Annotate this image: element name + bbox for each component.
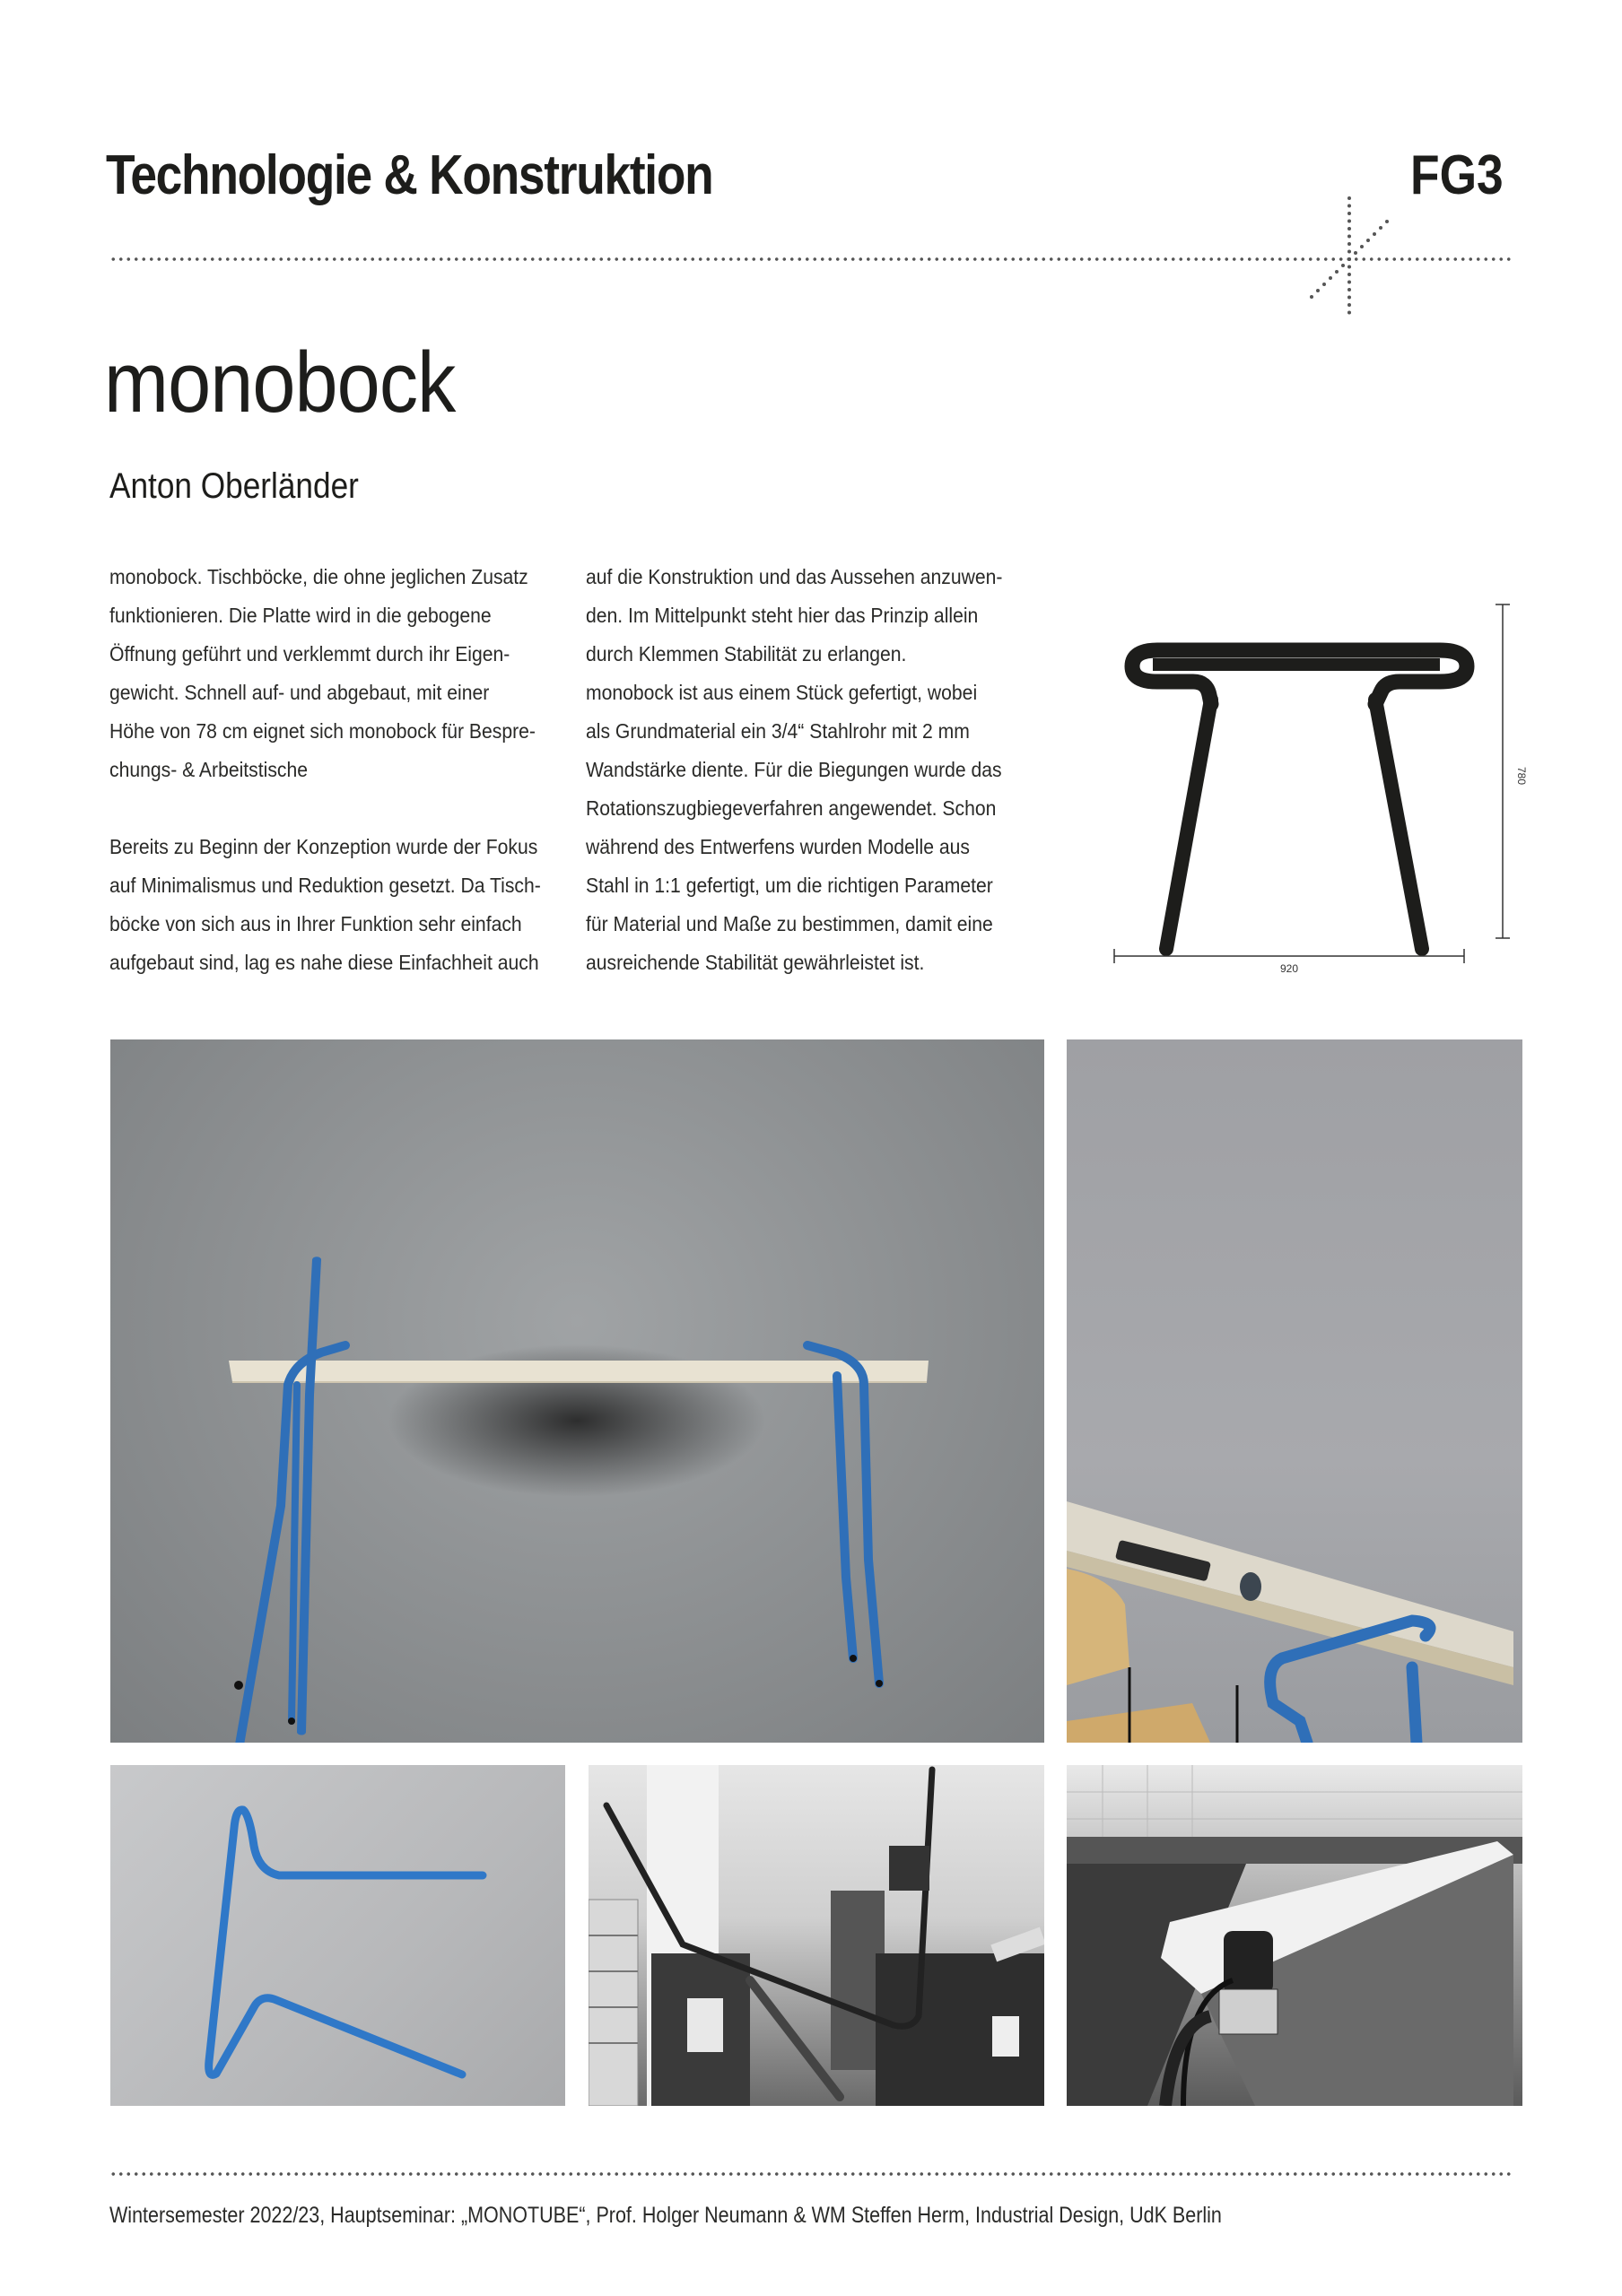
dotted-cross-vertical	[1347, 196, 1351, 315]
text-line: Wandstärke diente. Für die Biegungen wurde das	[586, 758, 1002, 781]
text-line: ausreichende Stabilität gewährleistet ist.	[586, 951, 925, 974]
dot	[1347, 281, 1351, 284]
text-line: für Material und Maße zu bestimmen, damit eine	[586, 912, 993, 935]
body-text-column-2	[586, 558, 1002, 982]
dot	[1347, 227, 1351, 230]
footer-credits: Wintersemester 2022/23, Hauptseminar: „MONOTUBE“, Prof. Holger Neumann & WM Steffen Herm, Industrial Design, UdK Berlin	[109, 2203, 1222, 2228]
section-code: FG3	[1410, 144, 1504, 206]
dot	[1347, 220, 1351, 223]
text-line: Stahl in 1:1 gefertigt, um die richtigen Parameter	[586, 874, 993, 897]
blue-bent-tube	[209, 1810, 483, 2075]
text-line: während des Entwerfens wurden Modelle aus	[586, 835, 970, 858]
table-detail-photo	[1067, 1039, 1522, 1743]
tabletop-plate	[1153, 658, 1440, 671]
table-side-view-drawing	[1132, 650, 1467, 949]
text-line: monobock ist aus einem Stück gefertigt, wobei	[586, 681, 978, 704]
text-line: gewicht. Schnell auf- und abgebaut, mit einer	[109, 681, 490, 704]
chair	[1067, 1569, 1129, 1685]
text-line: chungs- & Arbeitstische	[109, 758, 309, 781]
dot	[1347, 242, 1351, 246]
dot	[1347, 204, 1351, 208]
text-line: auf die Konstruktion und das Aussehen anzuwen-	[586, 565, 1003, 588]
right-leg	[1375, 700, 1422, 949]
dot	[1347, 303, 1351, 307]
dot	[1347, 257, 1351, 261]
width-dimension-label: 920	[1279, 962, 1299, 975]
dot	[1310, 295, 1313, 299]
dot	[1366, 239, 1370, 242]
dot	[1360, 245, 1364, 248]
mouse	[1240, 1572, 1261, 1601]
height-dimension-label: 780	[1515, 766, 1528, 786]
text-line: funktionieren. Die Platte wird in die gebogene	[109, 604, 492, 627]
text-line: aufgebaut sind, lag es nahe diese Einfachheit auch	[109, 951, 539, 974]
router-workshop-photo	[1067, 1765, 1522, 2106]
text-line: Öffnung geführt und verklemmt durch ihr Eigen-	[109, 642, 510, 665]
blue-trestles	[239, 1260, 879, 1743]
technical-drawing	[1103, 592, 1534, 987]
single-trestle-photo	[110, 1765, 565, 2106]
dotted-cross-icon	[1301, 193, 1400, 327]
dot	[1347, 288, 1351, 291]
dot	[1341, 264, 1345, 267]
dotted-cross-diagonal	[1310, 220, 1389, 299]
dot	[1385, 220, 1389, 223]
dot	[1347, 235, 1351, 239]
dot	[1347, 212, 1351, 215]
section-title: Technologie & Konstruktion	[106, 144, 713, 206]
tabletop	[229, 1361, 929, 1382]
text-line: auf Minimalismus und Reduktion gesetzt. Da Tisch-	[109, 874, 541, 897]
dot	[1373, 232, 1376, 236]
tube-bending-workshop-photo	[589, 1765, 1044, 2106]
text-line: als Grundmaterial ein 3/4“ Stahlrohr mit 2 mm	[586, 719, 970, 743]
dot	[1316, 289, 1320, 292]
text-line: Höhe von 78 cm eignet sich monobock für Bespre-	[109, 719, 536, 743]
text-line: den. Im Mittelpunkt steht hier das Prinzip allein	[586, 604, 979, 627]
text-line	[109, 789, 541, 828]
left-leg	[1166, 700, 1211, 949]
dot	[1335, 270, 1339, 274]
text-line: Bereits zu Beginn der Konzeption wurde der Fokus	[109, 835, 538, 858]
text-line: böcke von sich aus in Ihrer Funktion sehr einfach	[109, 912, 522, 935]
project-author: Anton Oberländer	[109, 466, 359, 506]
table-front-photo	[110, 1039, 1044, 1743]
height-dimension	[1496, 604, 1510, 938]
dot	[1322, 283, 1326, 286]
project-title: monobock	[104, 335, 456, 430]
text-line: monobock. Tischböcke, die ohne jeglichen Zusatz	[109, 565, 528, 588]
text-line: Rotationszugbiegeverfahren angewendet. Schon	[586, 796, 997, 820]
dot	[1347, 296, 1351, 300]
dot	[1347, 273, 1351, 276]
footer-divider	[109, 2172, 1514, 2176]
dot	[1354, 251, 1357, 255]
dot	[1347, 265, 1351, 269]
dot	[1347, 196, 1351, 200]
body-text-column-1	[109, 558, 541, 982]
dot	[1379, 226, 1382, 230]
drawer-cabinet	[589, 1900, 638, 2106]
dot	[1329, 276, 1332, 280]
dot	[1347, 311, 1351, 315]
dot	[1347, 250, 1351, 254]
text-line: durch Klemmen Stabilität zu erlangen.	[586, 642, 907, 665]
